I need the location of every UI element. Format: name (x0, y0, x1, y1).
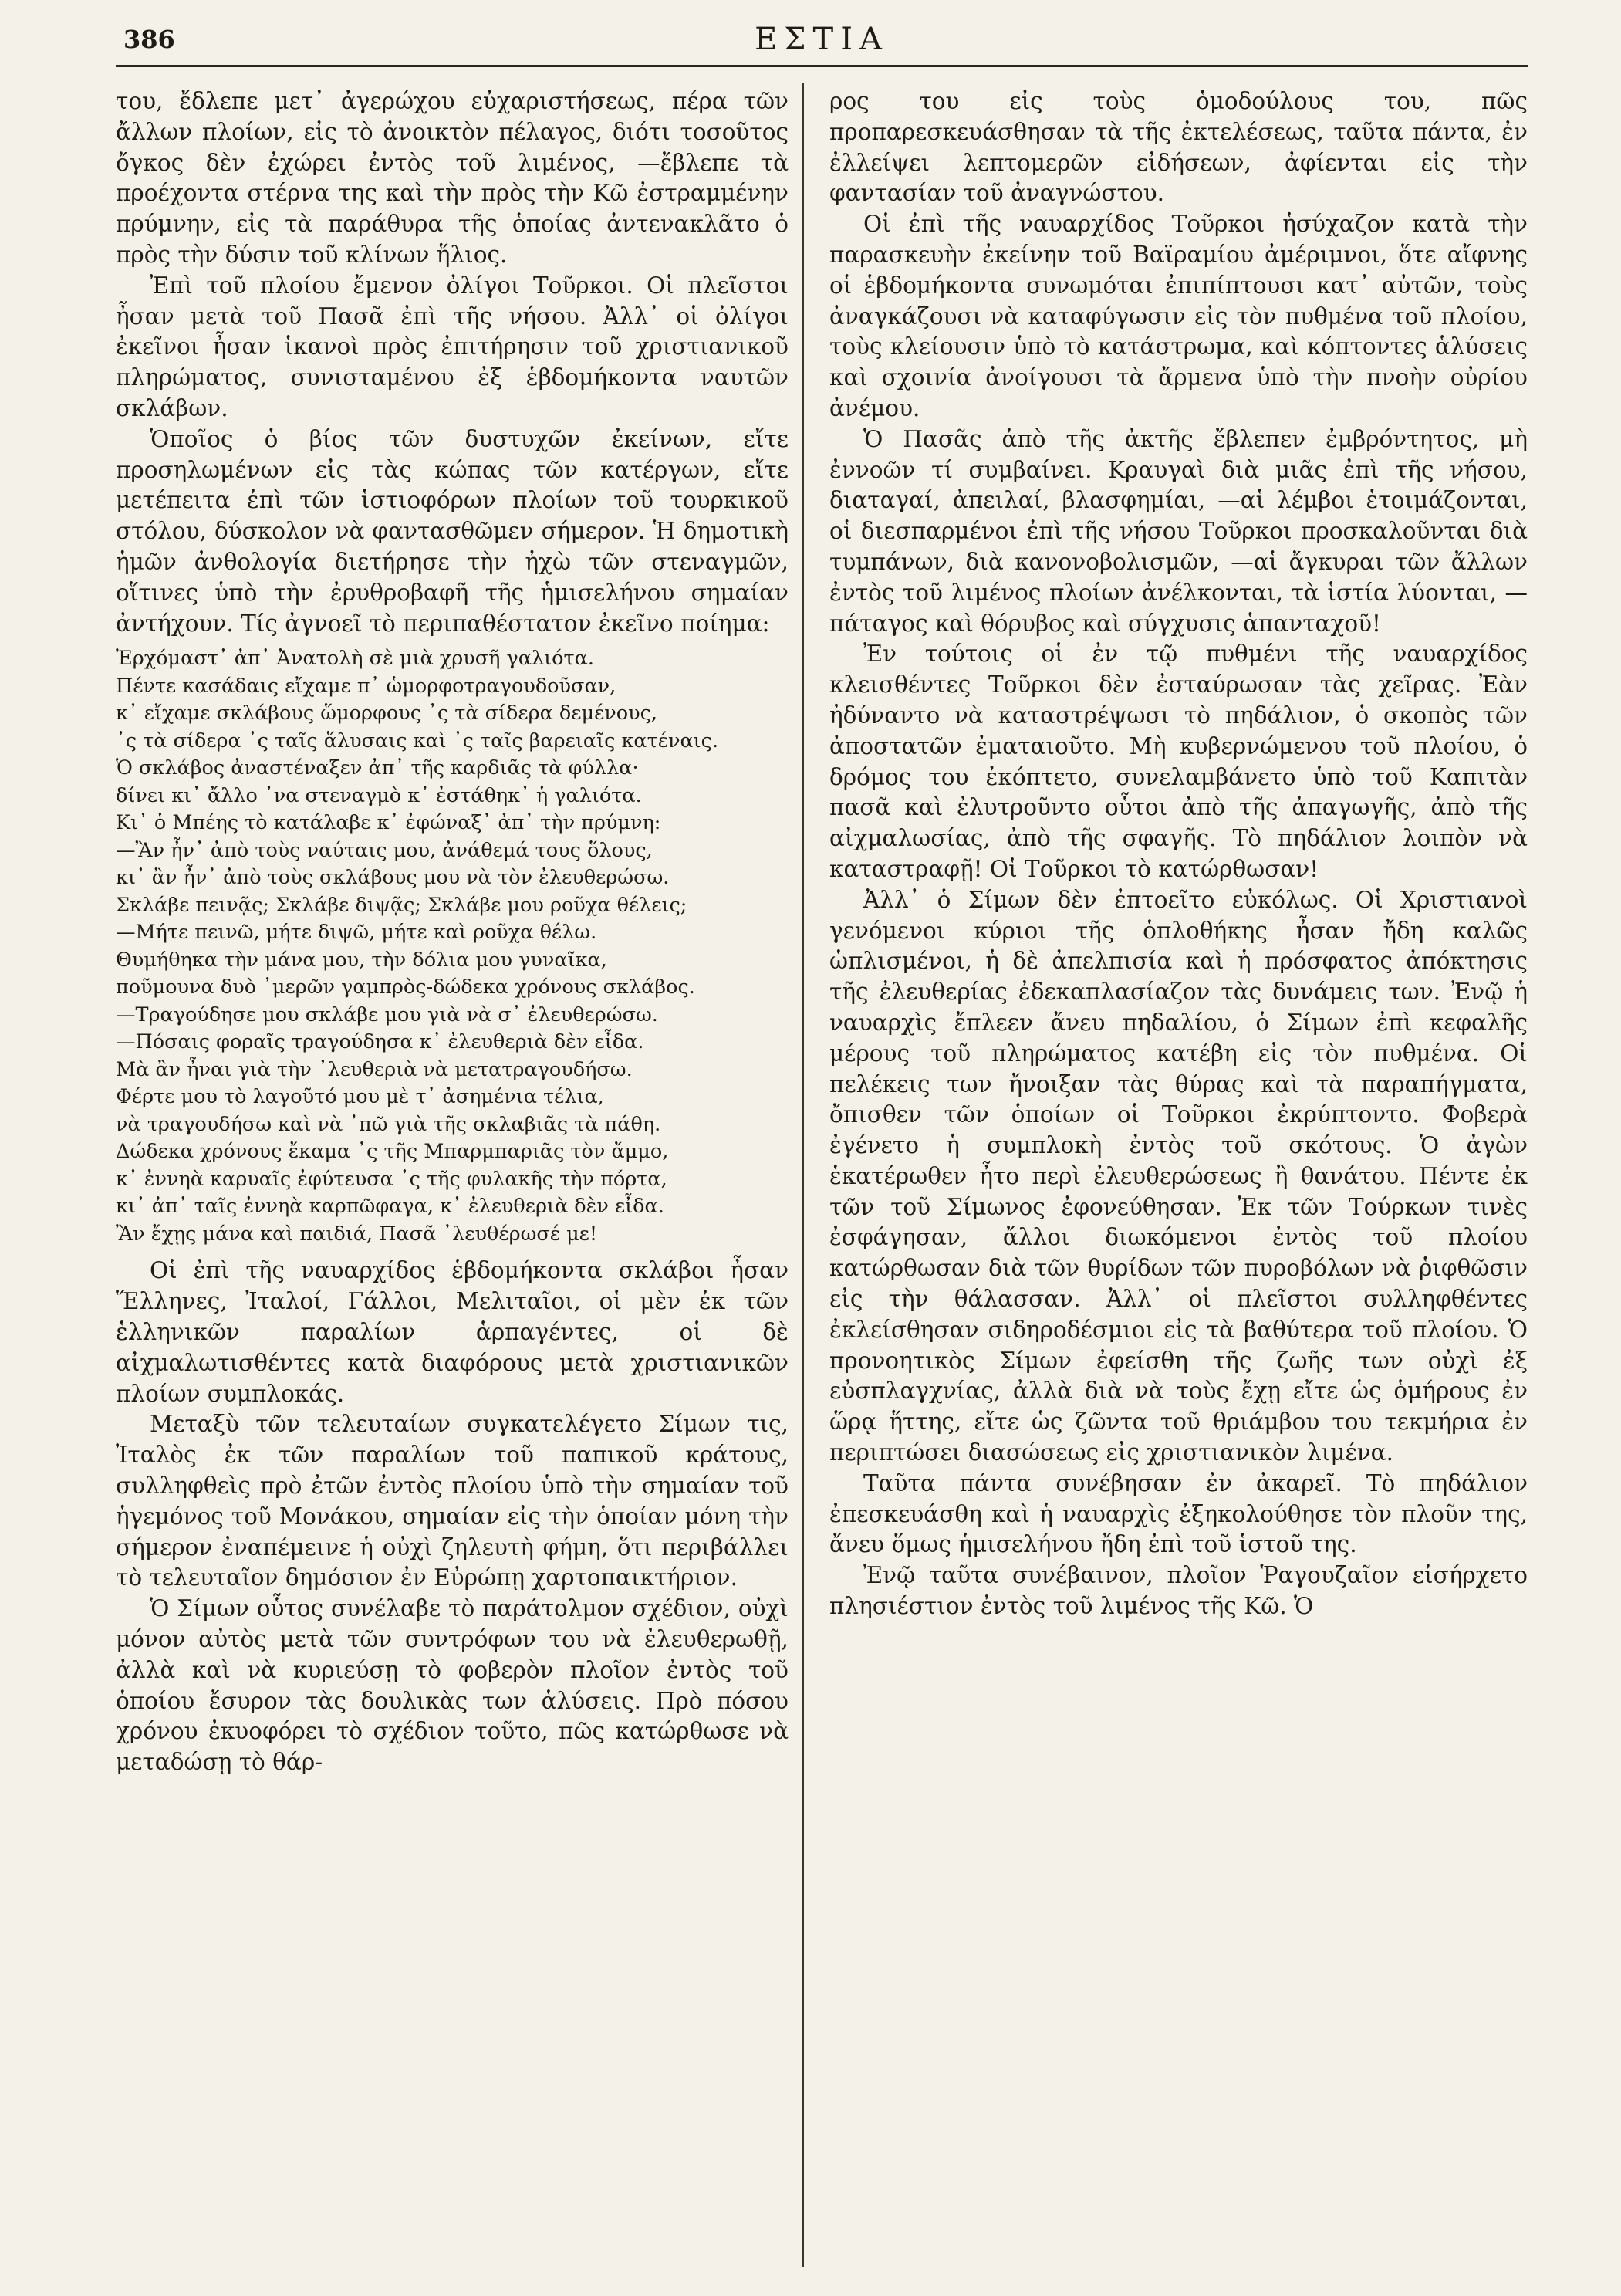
poem-line: Σκλάβε πεινᾷς; Σκλάβε διψᾷς; Σκλάβε μου ροῦχα θέλεις; (116, 893, 687, 917)
poem-line: —Τραγούδησε μου σκλάβε μου γιὰ νὰ σ᾽ ἐλευθερώσω. (116, 1003, 658, 1026)
paragraph: Οἱ ἐπὶ τῆς ναυαρχίδος Τοῦρκοι ἡσύχαζον κατὰ τὴν παρασκευὴν ἐκείνην τοῦ Βαϊραμίου ἀμέριμνοι, ὅτε αἴφνης οἱ ἑβδομήκοντα συνωμόται ἐπιπίπτουσι κατ᾽ αὐτῶν, τοὺς ἀναγκάζουσι νὰ καταφύγωσιν εἰς τὸν πυθμένα τοῦ πλοίου, τοὺς κλείουσιν ὑπὸ τὸ κατάστρωμα, καὶ κόπτοντες ἁλύσεις καὶ σχοινία ἀνοίγουσι τὰ ἄρμενα ὑπὸ τὴν πνοὴν οὐρίου ἀνέμου. (829, 211, 1528, 421)
poem-line: —Μήτε πεινῶ, μήτε διψῶ, μήτε καὶ ροῦχα θέλω. (116, 921, 597, 945)
folk-poem (116, 645, 789, 1248)
paragraph: Ἐν τούτοις οἱ ἐν τῷ πυθμένι τῆς ναυαρχίδος κλεισθέντες Τοῦρκοι δὲν ἐσταύρωσαν τὰς χεῖρας. Ἐὰν ἠδύναντο νὰ καταστρέψωσι τὸ πηδάλιον, ὁ σκοπὸς τῶν ἀποστατῶν ἐματαιοῦτο. Μὴ κυβερνώμενου τοῦ πλοίου, ὁ δρόμος του ἐκόπτετο, συνελαμβάνετο ὑπὸ τοῦ Καπιτὰν πασᾶ καὶ ἐλυτροῦντο οὗτοι ἀπὸ τῆς ἀπαγωγῆς, ἀπὸ τῆς αἰχμαλωσίας, ἀπὸ τῆς σφαγῆς. Τὸ πηδάλιον λοιπὸν νὰ καταστραφῇ! Οἱ Τοῦρκοι τὸ κατώρθωσαν! (829, 641, 1528, 882)
paragraph: Ἀλλ᾽ ὁ Σίμων δὲν ἐπτοεῖτο εὐκόλως. Οἱ Χριστιανοὶ γενόμενοι κύριοι τῆς ὁπλοθήκης ἦσαν ἤδη καλῶς ὡπλισμένοι, ἡ δὲ ἀπελπισία καὶ ἡ πρόσφατος ἀπόκτησις τῆς ἐλευθερίας ἐδεκαπλασίαζον τὰς δυνάμεις των. Ἐνῷ ἡ ναυαρχὶς ἔπλεεν ἄνευ πηδαλίου, ὁ Σίμων ἐπὶ κεφαλῆς μέρους τοῦ πληρώματος κατέβη εἰς τὸν πυθμένα. Οἱ πελέκεις των ἤνοιξαν τὰς θύρας καὶ τὰ παραπήγματα, ὄπισθεν τῶν ὁποίων οἱ Τοῦρκοι ἐκρύπτοντο. Φοβερὰ ἐγένετο ἡ συμπλοκὴ ἐντὸς τοῦ σκότους. Ὁ ἀγὼν ἑκατέρωθεν ἦτο περὶ ἐλευθερώσεως ἢ θανάτου. Πέντε ἐκ τῶν τοῦ Σίμωνος ἐφονεύθησαν. Ἐκ τῶν Τούρκων τινὲς ἐσφάγησαν, ἄλλοι διωκόμενοι ἐντὸς τοῦ πλοίου κατώρθωσαν διὰ τῶν θυρίδων τῶν πυροβόλων νὰ ῥιφθῶσιν εἰς τὴν θάλασσαν. Ἀλλ᾽ οἱ πλεῖστοι συλληφθέντες ἐκλείσθησαν σιδηροδέσμιοι εἰς τὰ βαθύτερα τοῦ πλοίου. Ὁ προνοητικὸς Σίμων ἐφείσθη τῆς ζωῆς των οὐχὶ ἐξ εὐσπλαγχνίας, ἀλλὰ διὰ νὰ τοὺς ἔχῃ εἴτε ὡς ὁμήρους ἐν ὥρᾳ ἥττης, εἴτε ὡς ζῶντα τοῦ θριάμβου του τεκμήρια ἐν περιπτώσει διασώσεως εἰς χριστιανικὸν λιμένα. (829, 886, 1528, 1466)
poem-line: ποῦμουνα δυὸ ᾽μερῶν γαμπρὸς-δώδεκα χρόνους σκλάβος. (116, 976, 695, 999)
poem-line: κι᾽ ἀπ᾽ ταῖς ἐννηὰ καρπῶφαγα, κ᾽ ἐλευθεριὰ δὲν εἶδα. (116, 1195, 664, 1219)
poem-line: δίνει κι᾽ ἄλλο ᾽να στεναγμὸ κ᾽ ἐστάθηκ᾽ ἡ γαλιότα. (116, 783, 642, 807)
paragraph: Ὁποῖος ὁ βίος τῶν δυστυχῶν ἐκείνων, εἴτε προσηλωμένων εἰς τὰς κώπας τῶν κατέργων, εἴτε μετέπειτα ἐπὶ τῶν ἱστιοφόρων πλοίων τοῦ τουρκικοῦ στόλου, δύσκολον νὰ φαντασθῶμεν σήμερον. Ἡ δημοτικὴ ἡμῶν ἀνθολογία διετήρησε τὴν ἠχὼ τῶν στεναγμῶν, οἵτινες ὑπὸ τὴν ἐρυθροβαφῆ τῆς ἡμισελήνου σημαίαν ἀντήχουν. Τίς ἀγνοεῖ τὸ περιπαθέστατον ἐκεῖνο ποίημα: (116, 425, 789, 637)
poem-line: —Πόσαις φοραῖς τραγούδησα κ᾽ ἐλευθεριὰ δὲν εἶδα. (116, 1030, 644, 1054)
paragraph: ρος του εἰς τοὺς ὁμοδούλους του, πῶς προπαρεσκευάσθησαν τὰ τῆς ἐκτελέσεως, ταῦτα πάντα, ἐν ἐλλείψει λεπτομερῶν εἰδήσεων, ἀφίενται εἰς τὴν φαντασίαν τοῦ ἀναγνώστου. (829, 88, 1528, 207)
poem-line: κι᾽ ἂν ἦν᾽ ἀπὸ τοὺς σκλάβους μου νὰ τὸν ἐλευθερώσω. (116, 866, 670, 890)
poem-line: Κι᾽ ὁ Μπέης τὸ κατάλαβε κ᾽ ἐφώναξ᾽ ἀπ᾽ τὴν πρύμνη: (116, 811, 661, 835)
poem-line: Ἂν ἔχῃς μάνα καὶ παιδιά, Πασᾶ ᾽λευθέρωσέ με! (116, 1222, 598, 1246)
poem-line: κ᾽ ἐννηὰ καρυαῖς ἐφύτευσα ᾽ς τῆς φυλακῆς τὴν πόρτα, (116, 1167, 667, 1191)
poem-line: Θυμήθηκα τὴν μάνα μου, τὴν δόλια μου γυναῖκα, (116, 948, 607, 972)
column-divider (802, 83, 804, 2267)
poem-line: νὰ τραγουδήσω καὶ νὰ ᾽πῶ γιὰ τῆς σκλαβιᾶς τὰ πάθη. (116, 1112, 661, 1136)
header-rule (116, 65, 1528, 67)
paragraph: Ὁ Πασᾶς ἀπὸ τῆς ἀκτῆς ἔβλεπεν ἐμβρόντητος, μὴ ἐννοῶν τί συμβαίνει. Κραυγαὶ διὰ μιᾶς ἐπὶ τῆς νήσου, διαταγαί, ἀπειλαί, βλασφημίαι, —αἱ λέμβοι ἑτοιμάζονται, οἱ διεσπαρμένοι ἐπὶ τῆς νήσου Τοῦρκοι προσκαλοῦνται διὰ τυμπάνων, διὰ κανονοβολισμῶν, —αἱ ἄγκυραι τῶν ἄλλων ἐντὸς τοῦ λιμένος πλοίων ἀνέλκονται, τὰ ἱστία λύονται, — πάταγος καὶ θόρυβος καὶ σύγχυσις ἁπανταχοῦ! (829, 425, 1528, 637)
page-number: 386 (123, 25, 175, 54)
poem-line: Ἐρχόμαστ᾽ ἀπ᾽ Ἀνατολὴ σὲ μιὰ χρυσῆ γαλιότα. (116, 647, 594, 671)
poem-line: Πέντε κασάδαις εἴχαμε π᾽ ὡμορφοτραγουδοῦσαν, (116, 674, 616, 698)
page-header (116, 17, 1528, 65)
left-column (116, 86, 789, 1778)
paragraph: Ἐνῷ ταῦτα συνέβαινον, πλοῖον Ῥαγουζαῖον εἰσήρχετο πλησιέστιον ἐντὸς τοῦ λιμένος τῆς Κῶ. Ὁ (829, 1562, 1528, 1620)
right-column (829, 86, 1528, 1622)
poem-line: Δώδεκα χρόνους ἔκαμα ᾽ς τῆς Μπαρμπαριᾶς τὸν ἄμμο, (116, 1140, 669, 1164)
poem-line: Μὰ ἂν ἦναι γιὰ τὴν ᾽λευθεριὰ νὰ μετατραγουδήσω. (116, 1057, 633, 1081)
paragraph: του, ἔδλεπε μετ᾽ ἀγερώχου εὐχαριστήσεως, πέρα τῶν ἄλλων πλοίων, εἰς τὸ ἀνοικτὸν πέλαγος, διότι τοσοῦτος ὄγκος δὲν ἐχώρει ἐντὸς τοῦ λιμένος, —ἔβλεπε τὰ προέχοντα στέρνα της καὶ τὴν πρὸς τὴν Κῶ ἐστραμμένην πρύμνην, εἰς τὰ παράθυρα τῆς ὁποίας ἀντενακλᾶτο ὁ πρὸς τὴν δύσιν τοῦ κλίνων ἥλιος. (116, 88, 789, 268)
paragraph: Οἱ ἐπὶ τῆς ναυαρχίδος ἑβδομήκοντα σκλάβοι ἦσαν Ἕλληνες, Ἰταλοί, Γάλλοι, Μελιταῖοι, οἱ μὲν ἐκ τῶν ἑλληνικῶν παραλίων ἁρπαγέντες, οἱ δὲ αἰχμαλωτισθέντες κατὰ διαφόρους μετὰ χριστιανικῶν πλοίων συμπλοκάς. (116, 1257, 789, 1407)
paragraph: Ὁ Σίμων οὗτος συνέλαβε τὸ παράτολμον σχέδιον, οὐχὶ μόνον αὐτὸς μετὰ τῶν συντρόφων του νὰ ἐλευθερωθῇ, ἀλλὰ καὶ νὰ κυριεύσῃ τὸ φοβερὸν πλοῖον ἐντὸς τοῦ ὁποίου ἔσυρον τὰς δουλικὰς των ἁλύσεις. Πρὸ πόσου χρόνου ἐκυοφόρει τὸ σχέδιον τοῦτο, πῶς κατώρθωσε νὰ μεταδώσῃ τὸ θάρ- (116, 1595, 789, 1776)
poem-line: κ᾽ εἴχαμε σκλάβους ὥμορφους ᾽ς τὰ σίδερα δεμένους, (116, 702, 658, 725)
paragraph: Μεταξὺ τῶν τελευταίων συγκατελέγετο Σίμων τις, Ἰταλὸς ἐκ τῶν παραλίων τοῦ παπικοῦ κράτους, συλληφθεὶς πρὸ ἐτῶν ἐντὸς πλοίου ὑπὸ τὴν σημαίαν τοῦ ἡγεμόνος τοῦ Μονάκου, σημαίαν εἰς τὴν ὁποίαν μόνη τὴν σήμερον ἐναπέμεινε ἡ οὐχὶ ζηλευτὴ φήμη, ὅτι περιβάλλει τὸ τελευταῖον δημόσιον ἐν Εὐρώπῃ χαρτοπαικτήριον. (116, 1411, 789, 1591)
poem-line: —Ἂν ἦν᾽ ἀπὸ τοὺς ναύταις μου, ἀνάθεμά τους ὅλους, (116, 838, 653, 862)
journal-title: ΕΣΤΙΑ (755, 22, 889, 57)
poem-line: Φέρτε μου τὸ λαγοῦτό μου μὲ τ᾽ ἀσημένια τέλια, (116, 1085, 604, 1109)
poem-line: Ὁ σκλάβος ἀναστέναξεν ἀπ᾽ τῆς καρδιᾶς τὰ φύλλα· (116, 756, 639, 780)
poem-line: ᾽ς τὰ σίδερα ᾽ς ταῖς ἅλυσαις καὶ ᾽ς ταῖς βαρειαῖς κατέναις. (116, 729, 719, 752)
paragraph: Ταῦτα πάντα συνέβησαν ἐν ἀκαρεῖ. Τὸ πηδάλιον ἐπεσκευάσθη καὶ ἡ ναυαρχὶς ἐξηκολούθησε τὸν πλοῦν της, ἄνευ ὅμως ἡμισελήνου ἤδη ἐπὶ τοῦ ἱστοῦ της. (829, 1469, 1528, 1558)
paragraph: Ἐπὶ τοῦ πλοίου ἔμενον ὀλίγοι Τοῦρκοι. Οἱ πλεῖστοι ἦσαν μετὰ τοῦ Πασᾶ ἐπὶ τῆς νήσου. Ἀλλ᾽ οἱ ὀλίγοι ἐκεῖνοι ἦσαν ἱκανοὶ πρὸς ἐπιτήρησιν τοῦ χριστιανικοῦ πληρώματος, συνισταμένου ἐξ ἑβδομήκοντα ναυτῶν σκλάβων. (116, 272, 789, 421)
